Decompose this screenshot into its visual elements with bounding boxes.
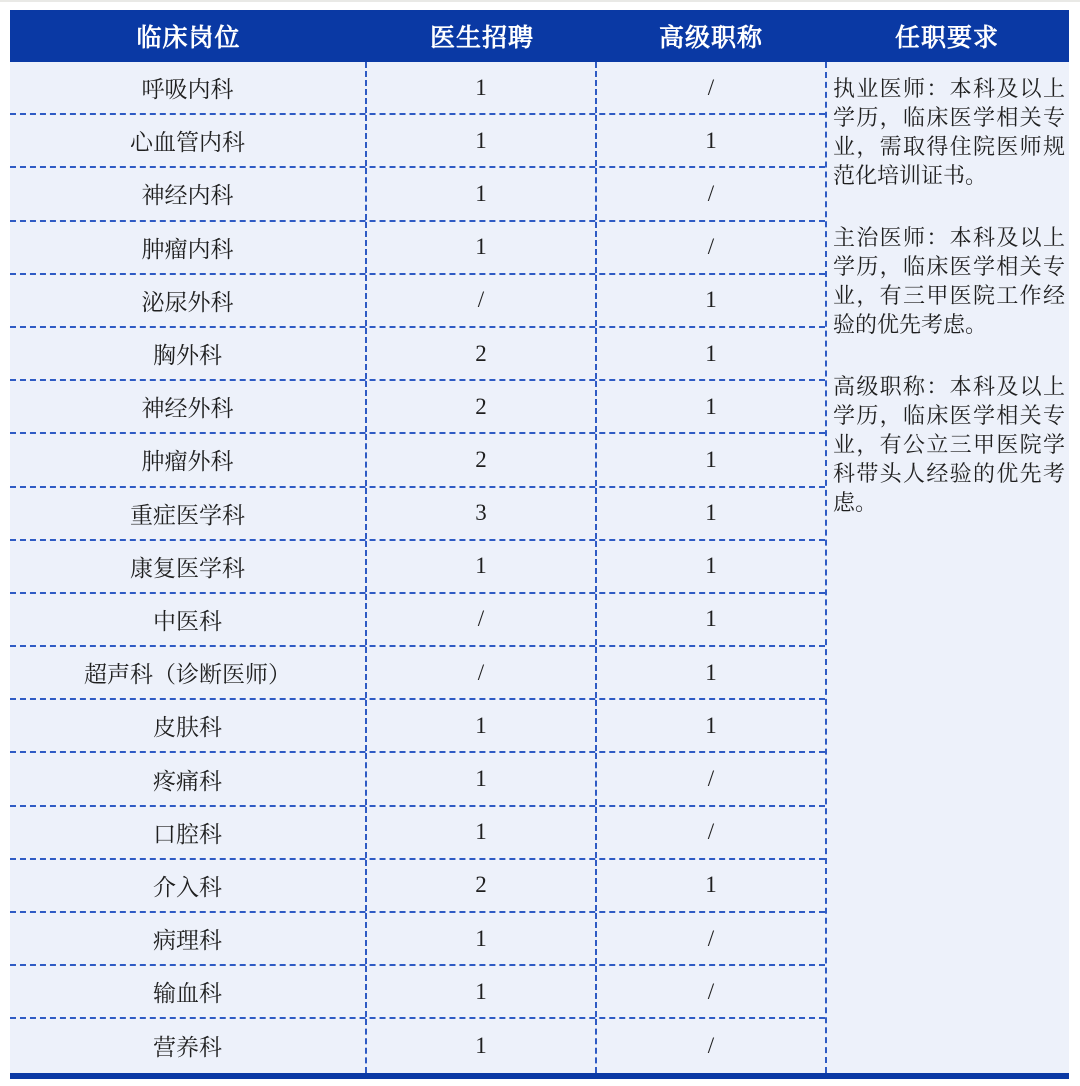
requirements-cell (825, 62, 1069, 1073)
dept-cell: 肿瘤外科 (10, 434, 367, 485)
senior-title-count-cell: / (707, 234, 715, 260)
recruit-count-cell: 2 (367, 328, 597, 379)
dept-cell: 泌尿外科 (10, 275, 367, 326)
table-row (10, 222, 825, 275)
dept-cell: 肿瘤内科 (10, 222, 367, 273)
dept-cell: 口腔科 (10, 807, 367, 858)
recruit-count-cell: 1 (367, 700, 597, 751)
dept-cell: 介入科 (10, 860, 367, 911)
dept-cell: 神经外科 (10, 381, 367, 432)
senior-title-count-cell: / (707, 74, 715, 100)
senior-title-count-cell: / (707, 1032, 715, 1058)
table-row (10, 647, 825, 700)
table-row (10, 913, 825, 966)
requirement-paragraph: 高级职称：本科及以上学历，临床医学相关专业，有公立三甲医院学科带头人经验的优先考虑。 (833, 374, 1065, 515)
table-row (10, 541, 825, 594)
senior-title-count-cell: 1 (705, 446, 717, 472)
senior-title-count-cell: 1 (705, 500, 717, 526)
senior-title-count-cell: 1 (705, 127, 717, 153)
dept-cell: 康复医学科 (10, 541, 367, 592)
header-cell-senior-title: 高级职称 (658, 25, 763, 52)
dept-cell: 重症医学科 (10, 488, 367, 539)
table-row (10, 594, 825, 647)
recruit-count-cell: / (367, 275, 597, 326)
recruit-count-cell: 1 (367, 753, 597, 804)
dept-cell: 病理科 (10, 913, 367, 964)
recruit-count-cell: 2 (367, 381, 597, 432)
requirement-paragraph: 主治医师：本科及以上学历，临床医学相关专业，有三甲医院工作经验的优先考虑。 (833, 225, 1065, 337)
senior-title-count-cell: 1 (705, 393, 717, 419)
requirement-paragraph: 执业医师：本科及以上学历，临床医学相关专业，需取得住院医师规范化培训证书。 (833, 76, 1065, 188)
dept-cell: 心血管内科 (10, 115, 367, 166)
dept-cell: 中医科 (10, 594, 367, 645)
table-row (10, 275, 825, 328)
recruit-count-cell: 2 (367, 860, 597, 911)
senior-title-count-cell: / (707, 925, 715, 951)
senior-title-count-cell: / (707, 766, 715, 792)
table-body-rows (10, 62, 825, 1073)
senior-title-count-cell: 1 (705, 340, 717, 366)
table-row (10, 488, 825, 541)
recruit-count-cell: / (367, 647, 597, 698)
dept-cell: 呼吸内科 (10, 62, 367, 113)
dept-cell: 超声科（诊断医师） (10, 647, 367, 698)
recruit-count-cell: 1 (367, 168, 597, 219)
senior-title-count-cell: / (707, 180, 715, 206)
table-row (10, 168, 825, 221)
senior-title-count-cell: 1 (705, 287, 717, 313)
header-cell-clinical-position: 临床岗位 (136, 25, 241, 52)
recruit-count-cell: 2 (367, 434, 597, 485)
table-row (10, 1019, 825, 1072)
senior-title-count-cell: 1 (705, 659, 717, 685)
table-row (10, 807, 825, 860)
table-header-row (10, 10, 1069, 62)
senior-title-count-cell: 1 (705, 872, 717, 898)
recruit-count-cell: 1 (367, 807, 597, 858)
recruitment-table (10, 10, 1069, 1079)
table-body (10, 62, 1069, 1073)
header-cell-job-requirements: 任职要求 (894, 25, 999, 52)
dept-cell: 疼痛科 (10, 753, 367, 804)
senior-title-count-cell: 1 (705, 712, 717, 738)
dept-cell: 营养科 (10, 1019, 367, 1072)
senior-title-count-cell: 1 (705, 606, 717, 632)
recruit-count-cell: 1 (367, 222, 597, 273)
table-row (10, 62, 825, 115)
recruit-count-cell: 1 (367, 541, 597, 592)
table-row (10, 966, 825, 1019)
recruit-count-cell: 1 (367, 913, 597, 964)
recruit-count-cell: 3 (367, 488, 597, 539)
dept-cell: 输血科 (10, 966, 367, 1017)
recruit-count-cell: / (367, 594, 597, 645)
table-row (10, 700, 825, 753)
page-top-border (0, 0, 1080, 2)
recruit-count-cell: 1 (367, 115, 597, 166)
table-row (10, 434, 825, 487)
table-row (10, 328, 825, 381)
dept-cell: 神经内科 (10, 168, 367, 219)
senior-title-count-cell: / (707, 819, 715, 845)
recruit-count-cell: 1 (367, 1019, 597, 1072)
header-cell-doctor-recruitment: 医生招聘 (429, 25, 534, 52)
table-row (10, 753, 825, 806)
recruit-count-cell: 1 (367, 966, 597, 1017)
senior-title-count-cell: 1 (705, 553, 717, 579)
table-row (10, 860, 825, 913)
recruit-count-cell: 1 (367, 62, 597, 113)
table-row (10, 115, 825, 168)
table-row (10, 381, 825, 434)
senior-title-count-cell: / (707, 978, 715, 1004)
dept-cell: 胸外科 (10, 328, 367, 379)
dept-cell: 皮肤科 (10, 700, 367, 751)
